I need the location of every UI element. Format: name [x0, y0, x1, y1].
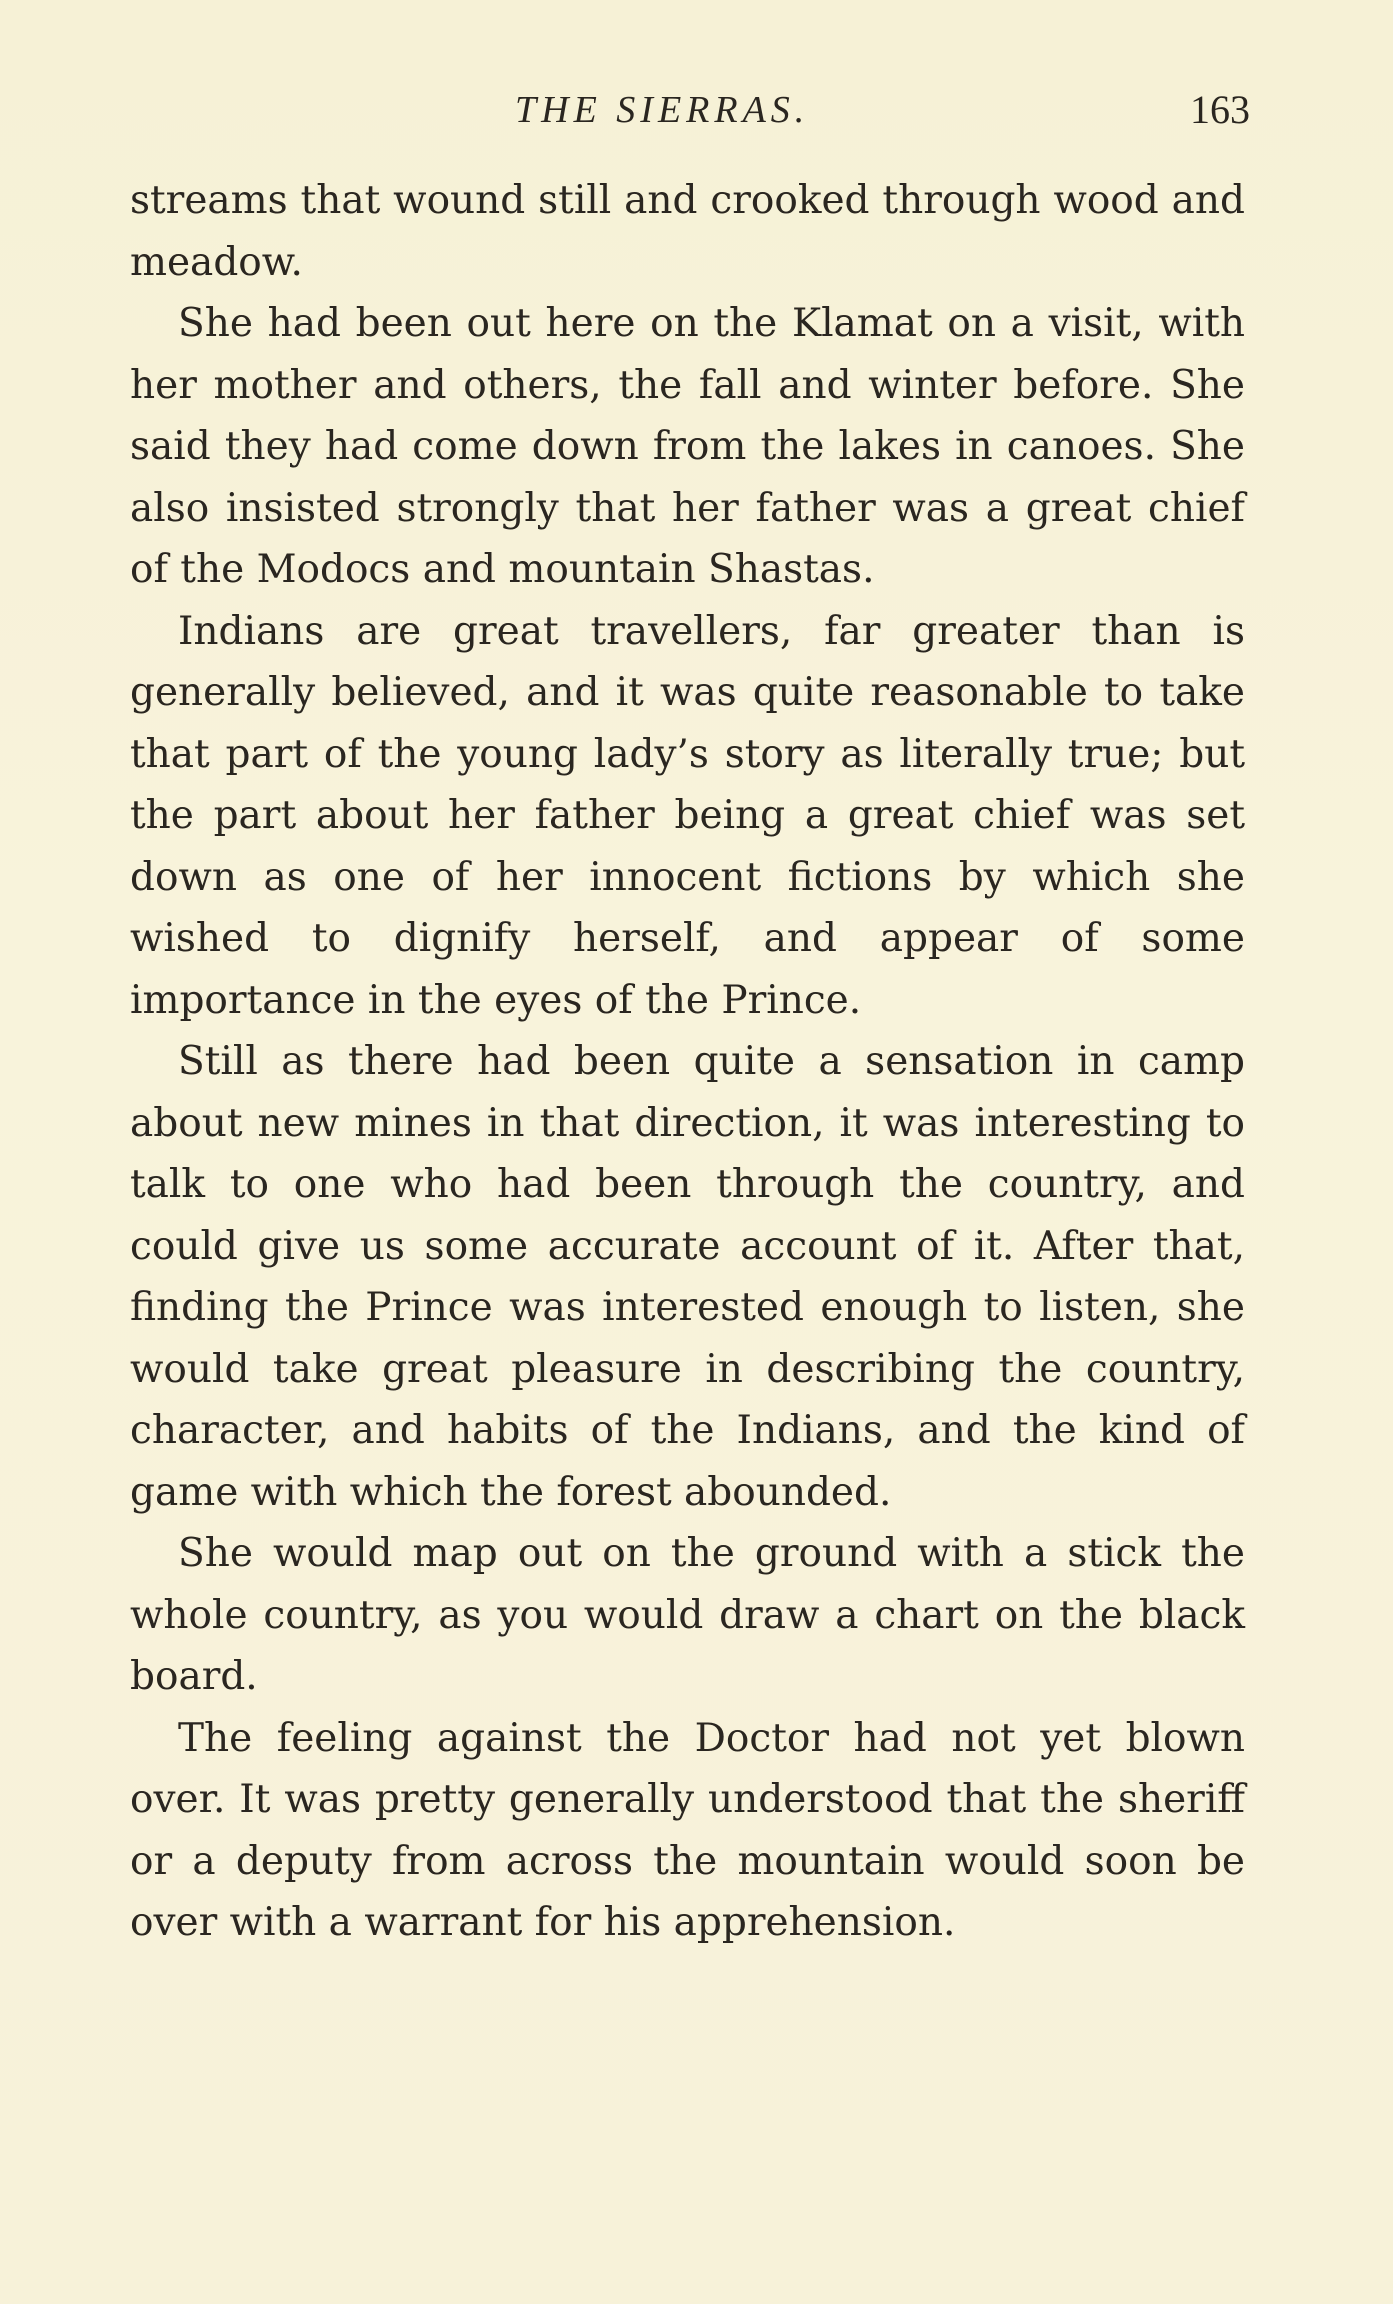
page-number: 163 [1190, 87, 1250, 132]
paragraph: Still as there had been quite a sensation in camp about new mines in that direction, it was interesting to talk to one who had been through the country, and could give us some accurate account of it. After that, finding the Prince was interested enough to listen, she would take great pleasure in describing the country, character, and habits of the Indians, and the kind of game with which the forest abounded. [130, 1039, 1245, 1515]
paragraph: Indians are great travellers, far greater than is generally believed, and it was quite reasonable to take that part of the young lady’s story as literally true; but the part about her father being a great chief was set down as one of her innocent fictions by which she wished to dignify herself, and appear of some importance in the eyes of the Prince. [130, 608, 1245, 1023]
running-head [0, 80, 1393, 140]
paragraph: She would map out on the ground with a stick the whole country, as you would draw a chart on the black board. [130, 1531, 1245, 1699]
paragraph: She had been out here on the Klamat on a visit, with her mother and others, the fall and winter before. She said they had come down from the lakes in canoes. She also insisted strongly that her father was a great chief of the Modocs and mountain Shastas. [130, 301, 1245, 592]
paragraph: The feeling against the Doctor had not yet blown over. It was pretty generally understood that the sheriff or a deputy from across the mountain would soon be over with a warrant for his apprehension. [130, 1715, 1245, 1945]
running-title: THE SIERRAS. [515, 89, 810, 131]
body-text [130, 170, 1245, 1954]
paragraph: streams that wound still and crooked through wood and meadow. [130, 178, 1245, 285]
